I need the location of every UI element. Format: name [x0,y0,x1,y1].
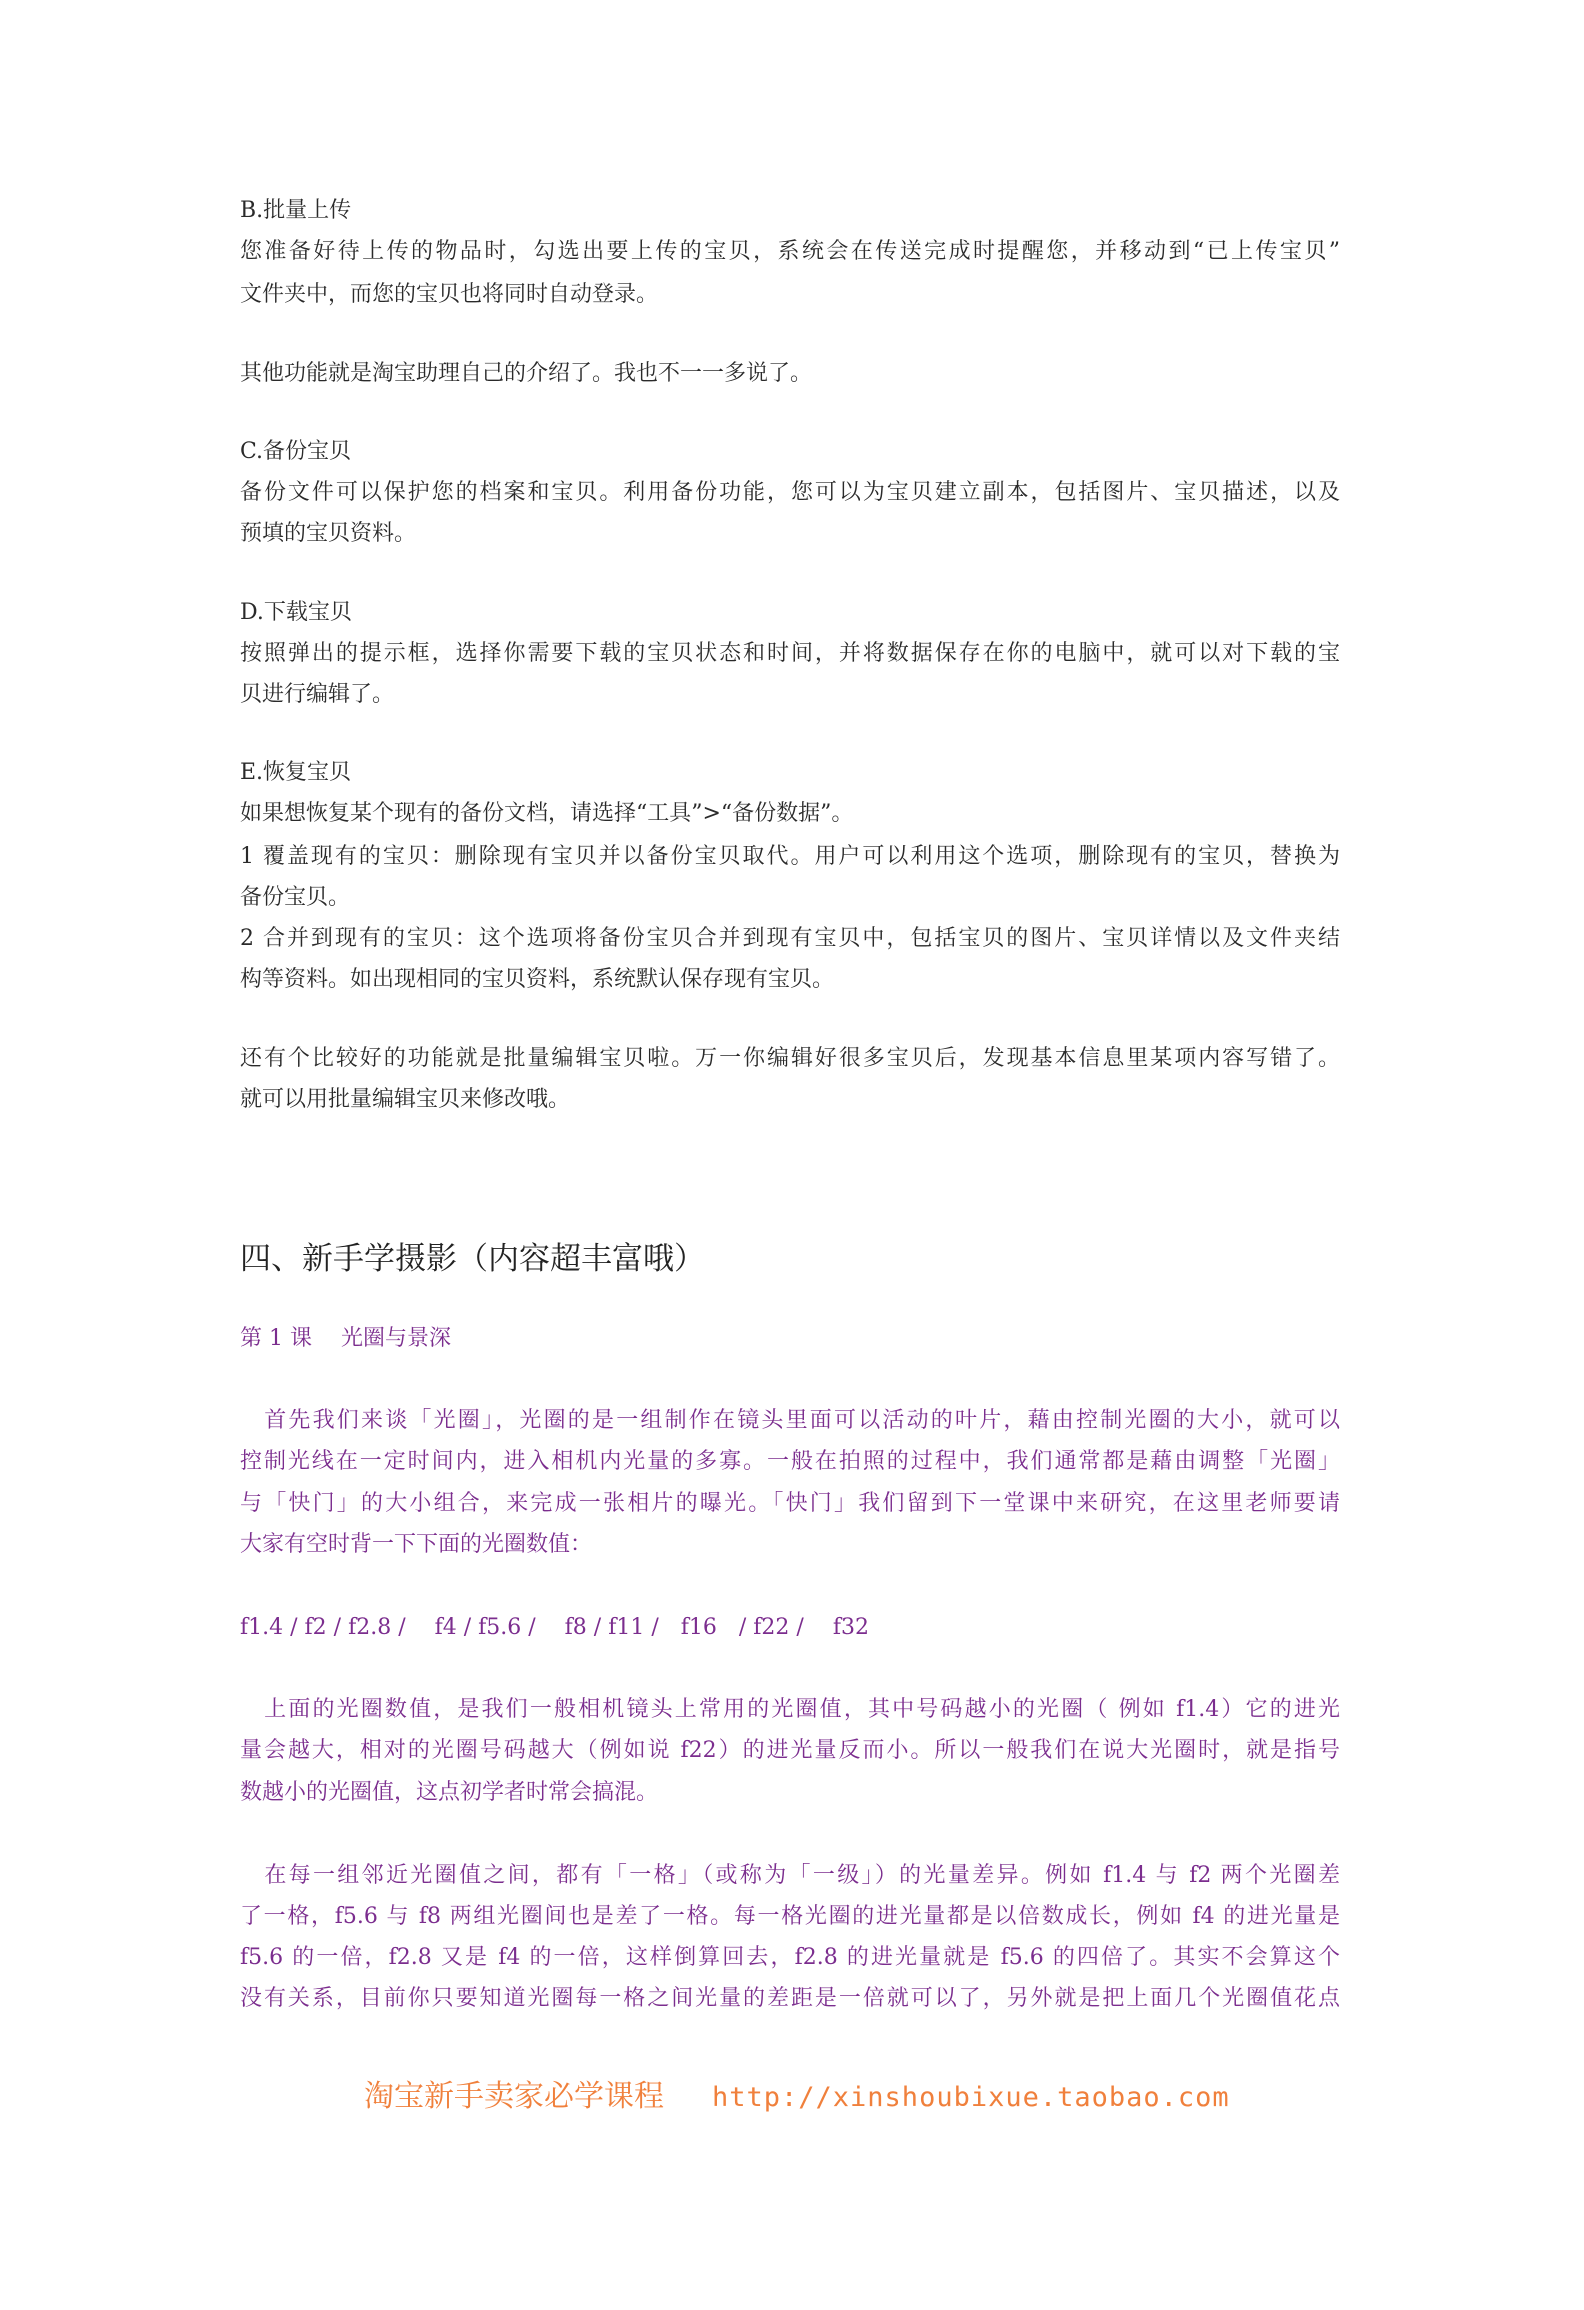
section-b-line: 文件夹中，而您的宝贝也将同时自动登录。 [240,282,659,307]
footer-banner [364,2071,1278,2115]
lesson-title: 第 1 课 光圈与景深 [240,1326,451,1351]
section-c-line: 备份文件可以保护您的档案和宝贝。利用备份功能，您可以为宝贝建立副本，包括图片、宝贝描述，以及 [240,480,1340,505]
batch-edit-line: 就可以用批量编辑宝贝来修改哦。 [240,1087,571,1112]
other-features-text: 其他功能就是淘宝助理自己的介绍了。我也不一一多说了。 [240,361,813,386]
section-e-line: 1 覆盖现有的宝贝：删除现有宝贝并以备份宝贝取代。用户可以利用这个选项，删除现有的宝贝，替换为 [240,844,1340,869]
aperture-paragraph-line: 控制光线在一定时间内，进入相机内光量的多寡。一般在拍照的过程中，我们通常都是藉由调整「光圈」 [240,1449,1340,1474]
aperture-paragraph-line: 大家有空时背一下下面的光圈数值： [240,1532,593,1557]
section-c-line: 预填的宝贝资料。 [240,521,417,546]
aperture-paragraph-line: 在每一组邻近光圈值之间，都有「一格」（或称为「一级」）的光量差异。例如 f1.4 与 f2 两个光圈差 [240,1863,1340,1888]
aperture-paragraph-line: 上面的光圈数值，是我们一般相机镜头上常用的光圈值，其中号码越小的光圈（ 例如 f1.4）它的进光 [240,1697,1340,1722]
section-b-line: 您准备好待上传的物品时，勾选出要上传的宝贝，系统会在传送完成时提醒您，并移动到“已上传宝贝” [240,239,1340,264]
aperture-paragraph-line: 首先我们来谈「光圈」，光圈的是一组制作在镜头里面可以活动的叶片，藉由控制光圈的大小，就可以 [240,1408,1340,1433]
section-b-title: B.批量上传 [240,198,352,223]
aperture-paragraph-line: 量会越大，相对的光圈号码越大（例如说 f22）的进光量反而小。所以一般我们在说大光圈时，就是指号 [240,1738,1340,1763]
aperture-paragraph-line: f5.6 的一倍，f2.8 又是 f4 的一倍，这样倒算回去，f2.8 的进光量就是 f5.6 的四倍了。其实不会算这个 [240,1945,1340,1970]
section-e-line: 备份宝贝。 [240,885,351,910]
section-e-line: 2 合并到现有的宝贝：这个选项将备份宝贝合并到现有宝贝中，包括宝贝的图片、宝贝详情以及文件夹结 [240,926,1340,951]
chapter-title: 四、新手学摄影（内容超丰富哦） [240,1241,705,1277]
section-d-line: 贝进行编辑了。 [240,682,395,707]
fstop-list: f1.4 / f2 / f2.8 / f4 / f5.6 / f8 / f11 / f16 / f22 / f32 [240,1615,869,1640]
batch-edit-line: 还有个比较好的功能就是批量编辑宝贝啦。万一你编辑好很多宝贝后，发现基本信息里某项内容写错了。 [240,1046,1340,1071]
section-e-line: 如果想恢复某个现有的备份文档，请选择“工具”>“备份数据”。 [240,801,854,826]
section-d-line: 按照弹出的提示框，选择你需要下载的宝贝状态和时间，并将数据保存在你的电脑中，就可以对下载的宝 [240,641,1340,666]
section-d-title: D.下载宝贝 [240,600,352,625]
footer-title: 淘宝新手卖家必学课程 [364,2079,664,2114]
footer-url-link[interactable]: http://xinshoubixue.taobao.com [712,2082,1230,2113]
section-e-title: E.恢复宝贝 [240,760,352,785]
aperture-paragraph-line: 与「快门」的大小组合，来完成一张相片的曝光。「快门」我们留到下一堂课中来研究，在这里老师要请 [240,1491,1340,1516]
aperture-paragraph-line: 没有关系，目前你只要知道光圈每一格之间光量的差距是一倍就可以了，另外就是把上面几个光圈值花点 [240,1986,1340,2011]
aperture-paragraph-line: 数越小的光圈值，这点初学者时常会搞混。 [240,1780,659,1805]
section-c-title: C.备份宝贝 [240,439,352,464]
aperture-paragraph-line: 了一格，f5.6 与 f8 两组光圈间也是差了一格。每一格光圈的进光量都是以倍数成长，例如 f4 的进光量是 [240,1904,1340,1929]
section-e-line: 构等资料。如出现相同的宝贝资料，系统默认保存现有宝贝。 [240,967,835,992]
